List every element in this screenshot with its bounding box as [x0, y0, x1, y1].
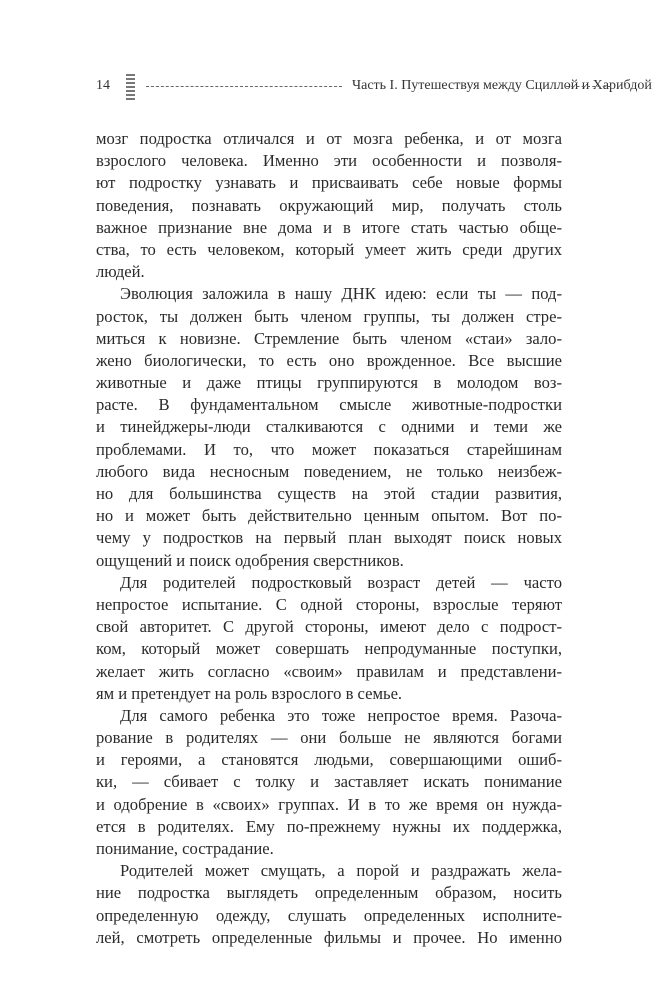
text-line: Эволюция заложила в нашу ДНК идею: если ты — под-: [120, 284, 562, 304]
text-line: ют подростку узнавать и присваивать себе новые формы: [96, 173, 562, 193]
text-line: и одобрение в «своих» группах. И в то же время он нужда-: [96, 794, 562, 814]
text-line: желает жить согласно «своим» правилам и представлени-: [96, 661, 562, 681]
paragraph: [96, 572, 562, 705]
text-line: ние подростка выглядеть определенным образом, носить: [96, 883, 562, 903]
page-number: 14: [96, 78, 110, 93]
text-line: животные и даже птицы группируются в молодом воз-: [96, 373, 562, 393]
text-line: жено биологически, то есть оно врожденное. Все высшие: [96, 350, 562, 370]
text-line: лей, смотреть определенные фильмы и прочее. Но именно: [96, 927, 562, 947]
text-line: Родителей может смущать, а порой и раздражать жела-: [120, 861, 562, 881]
text-line: проблемами. И то, что может показаться старейшинам: [96, 439, 562, 459]
text-line: и героями, а становятся людьми, совершающими ошиб-: [96, 750, 562, 770]
paragraph: [96, 128, 562, 283]
text-line: миться к новизне. Стремление быть членом «стаи» зало-: [96, 328, 562, 348]
header-dash-right: [566, 86, 611, 87]
text-line: росток, ты должен быть членом группы, ты должен стре-: [96, 306, 562, 326]
header-dash-left: [146, 86, 342, 87]
paragraph: [96, 283, 562, 571]
text-line: расте. В фундаментальном смысле животные-подростки: [96, 395, 562, 415]
text-line: ям и претендует на роль взрослого в семье.: [96, 683, 403, 703]
text-line: ства, то есть человеком, который умеет жить среди других: [96, 239, 562, 259]
text-line: Для родителей подростковый возраст детей — часто: [120, 572, 562, 592]
running-header: [96, 74, 652, 104]
text-line: людей.: [96, 262, 145, 282]
text-line: Для самого ребенка это тоже непростое время. Разоча-: [120, 705, 562, 725]
text-line: ощущений и поиск одобрения сверстников.: [96, 550, 404, 570]
text-line: взрослого человека. Именно эти особенности и позволя-: [96, 151, 562, 171]
text-line: чему у подростков на первый план выходят поиск новых: [96, 528, 562, 548]
text-line: но и может быть действительно ценным опытом. Вот по-: [96, 506, 562, 526]
text-line: поведения, познавать окружающий мир, получать столь: [96, 195, 562, 215]
paragraph: [96, 860, 562, 949]
text-line: и тинейджеры-люди сталкиваются с одними и теми же: [96, 417, 562, 437]
text-line: но для большинства существ на этой стадии развития,: [96, 484, 562, 503]
text-line: ком, который может совершать непродуманные поступки,: [96, 639, 562, 659]
text-line: непростое испытание. С одной стороны, взрослые теряют: [96, 594, 562, 614]
text-line: свой авторитет. С другой стороны, имеют дело с подрост-: [96, 617, 562, 637]
paragraph: [96, 705, 562, 860]
text-line: ется в родителях. Ему по-прежнему нужны их поддержка,: [96, 816, 562, 836]
header-ornament-icon: [126, 74, 135, 104]
body-text: [96, 128, 562, 949]
text-line: важное признание вне дома и в итоге стать частью обще-: [96, 217, 562, 237]
text-line: ки, — сбивает с толку и заставляет искать понимание: [96, 772, 562, 792]
running-title: Часть I. Путешествуя между Сциллой и Харибдой: [352, 78, 652, 93]
text-line: определенную одежду, слушать определенных исполните-: [96, 905, 562, 925]
text-line: мозг подростка отличался и от мозга ребенка, и от мозга: [96, 129, 562, 148]
text-line: понимание, сострадание.: [96, 839, 274, 858]
text-line: рование в родителях — они больше не являются богами: [96, 728, 562, 748]
text-line: любого вида несносным поведением, не только неизбеж-: [96, 461, 562, 481]
